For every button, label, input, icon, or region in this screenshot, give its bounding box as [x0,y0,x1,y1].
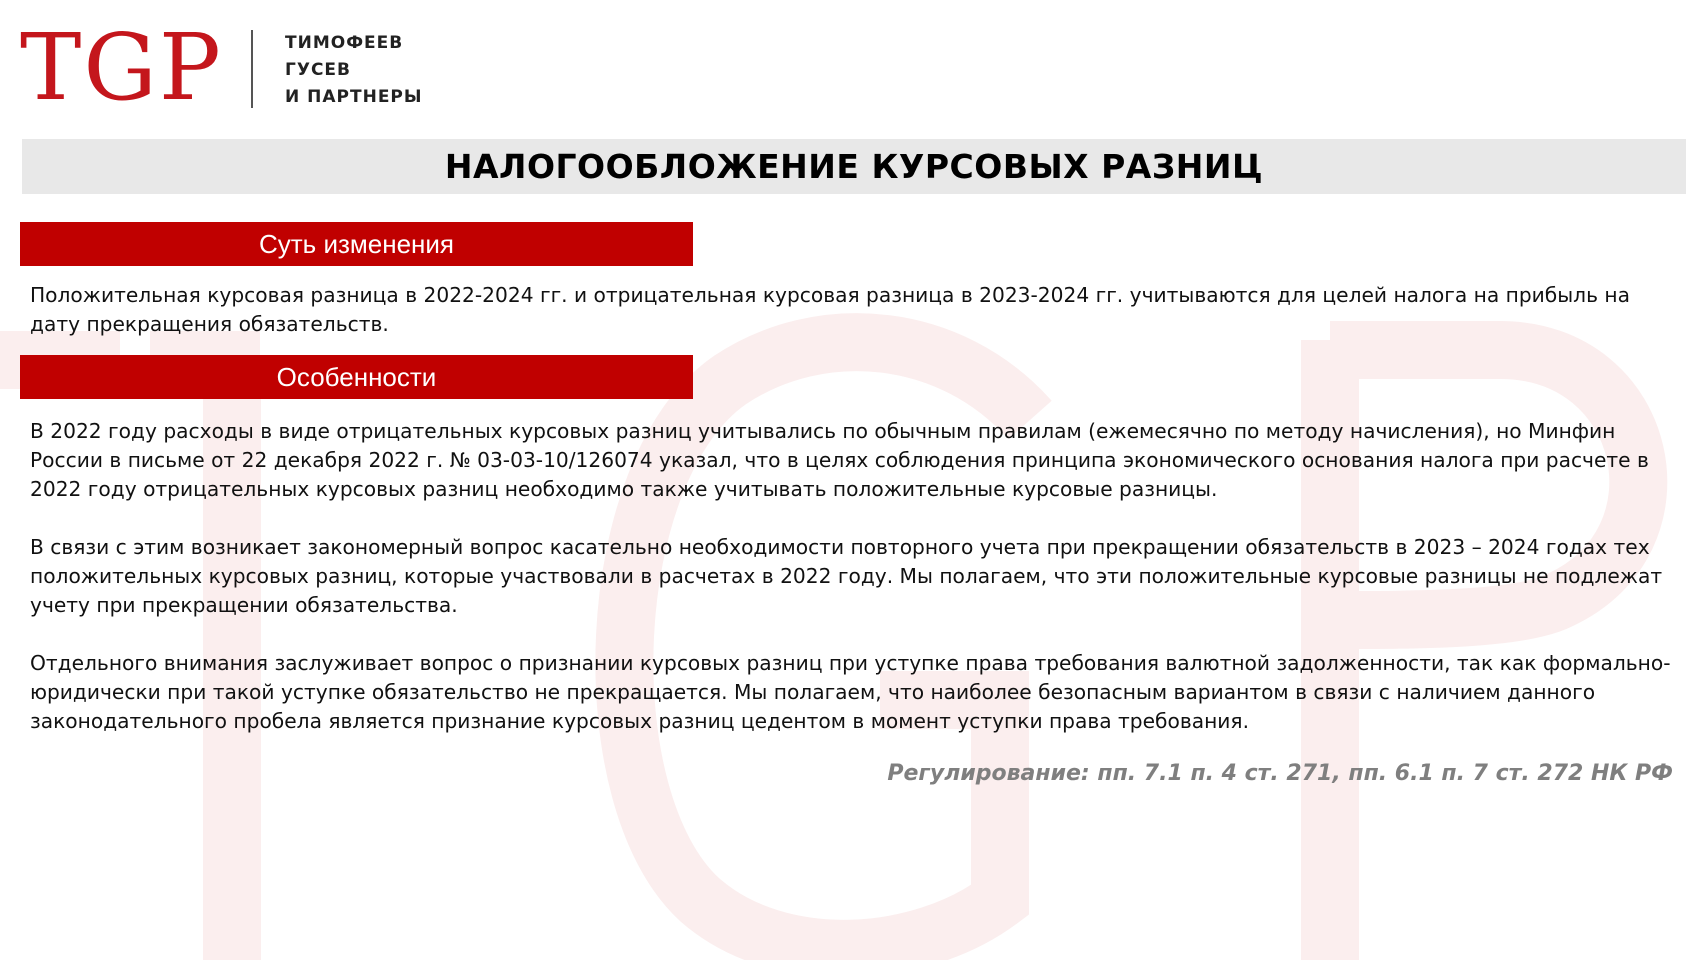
firm-name [285,30,423,111]
firm-name-line-1: ТИМОФЕЕВ [285,33,404,53]
features-paragraph-2: В связи с этим возникает закономерный вопрос касательно необходимости повторного учета при прекращении обязательств в 2023 – 2024 годах тех положительных курсовых разниц, которые участвовали в расчетах в 2022 году. Мы полагаем, что эти положительные курсовые разницы не подлежат учету при прекращении обязательства. [30,535,1663,617]
page-title: НАЛОГООБЛОЖЕНИЕ КУРСОВЫХ РАЗНИЦ [444,147,1264,186]
title-bar [22,139,1686,194]
logo-divider [251,30,253,108]
section-heading-features: Особенности [20,355,693,399]
firm-name-line-2: ГУСЕВ [285,60,351,80]
firm-name-line-3: И ПАРТНЕРЫ [285,87,423,107]
section-heading-essence: Суть изменения [20,222,693,266]
tgp-logo: TGP [20,14,223,121]
essence-text: Положительная курсовая разница в 2022-2024 гг. и отрицательная курсовая разница в 2023-2024 гг. учитываются для целей налога на прибыль на дату прекращения обязательств. [30,283,1630,336]
regulation-reference: Регулирование: пп. 7.1 п. 4 ст. 271, пп. 6.1 п. 7 ст. 272 НК РФ [887,761,1673,786]
features-paragraph-3: Отдельного внимания заслуживает вопрос о признании курсовых разниц при уступке права требования валютной задолженности, так как формально-юридически при такой уступке обязательство не прекращается. Мы полагаем, что наиболее безопасным вариантом в связи с наличием данного законодательного пробела является признание курсовых разниц цедентом в момент уступки права требования. [30,651,1671,733]
features-paragraph-1: В 2022 году расходы в виде отрицательных курсовых разниц учитывались по обычным правилам (ежемесячно по методу начисления), но Минфин России в письме от 22 декабря 2022 г. № 03-03-10/126074 указал, что в целях соблюдения принципа экономического основания налога при расчете в 2022 году отрицательных курсовых разниц необходимо также учитывать положительные курсовые разницы. [30,419,1649,501]
